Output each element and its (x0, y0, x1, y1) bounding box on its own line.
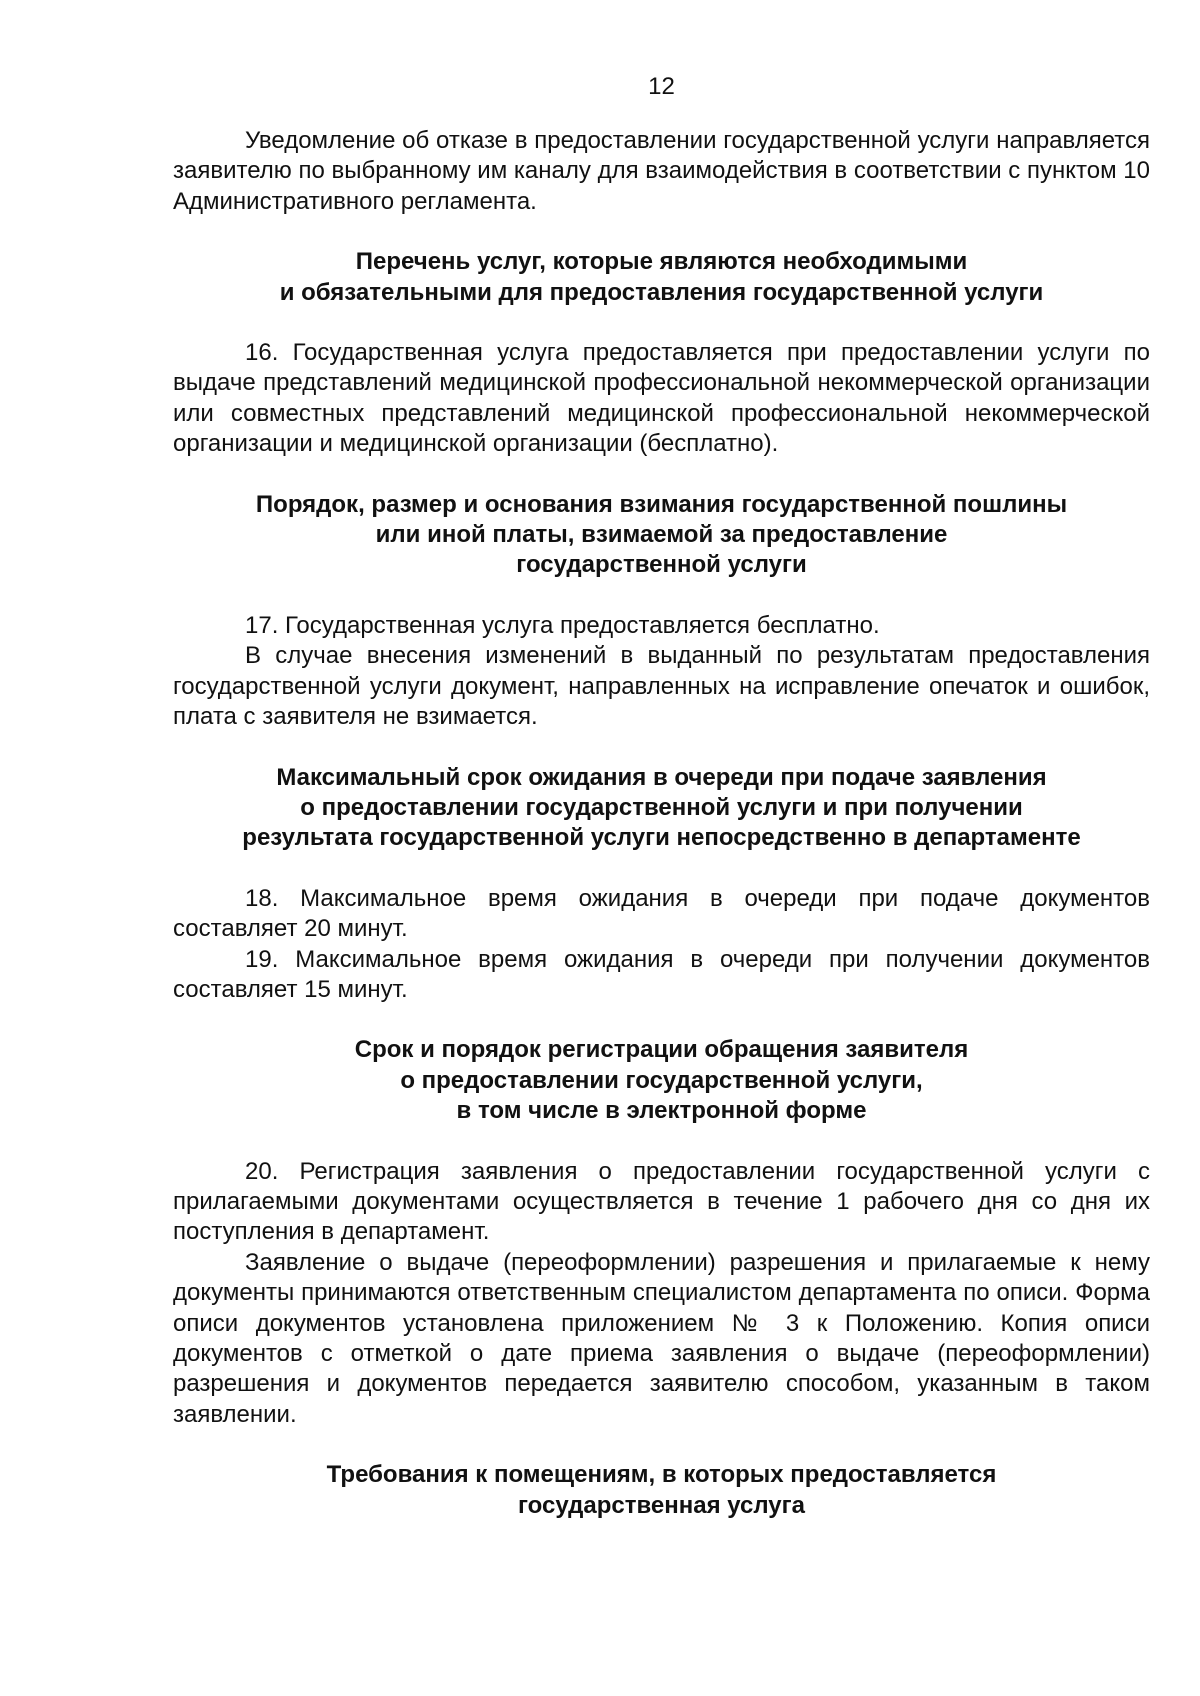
heading-line: или иной платы, взимаемой за предоставление (375, 521, 948, 549)
heading-line: Максимальный срок ожидания в очереди при подаче заявления (276, 763, 1047, 791)
heading-registration (173, 1035, 1150, 1126)
paragraph-16: 16. Государственная услуга предоставляется при предоставлении услуги по выдаче представлений медицинской профессиональной некоммерческой организации или совместных представлений медицинской профессиональной некоммерческой организации и медицинской организации (бесплатно). (173, 339, 1150, 458)
paragraph-19: 19. Максимальное время ожидания в очереди при получении документов составляет 15 минут. (173, 945, 1150, 1003)
paragraph-20: 20. Регистрация заявления о предоставлении государственной услуги с прилагаемыми документами осуществляется в течение 1 рабочего дня со дня их поступления в департамент. (173, 1157, 1150, 1246)
heading-premises-requirements (173, 1460, 1150, 1521)
page-number: 12 (648, 73, 675, 100)
heading-line: о предоставлении государственной услуги, (400, 1066, 923, 1094)
heading-line: Срок и порядок регистрации обращения заявителя (354, 1036, 969, 1064)
heading-line: Требования к помещениям, в которых предоставляется (326, 1461, 997, 1489)
document-body (173, 126, 1150, 1521)
paragraph-inventory: Заявление о выдаче (переоформлении) разрешения и прилагаемые к нему документы принимаются ответственным специалистом департамента по описи. Форма описи документов установлена приложением № 3 к Положению. Копия описи документов с отметкой о дате приема заявления о выдаче (переоформлении) разрешения и документов передается заявителю способом, указанным в таком заявлении. (173, 1248, 1150, 1428)
heading-line: результата государственной услуги непосредственно в департаменте (242, 824, 1081, 852)
heading-line: государственной услуги (516, 551, 807, 579)
paragraph-refusal-notice: Уведомление об отказе в предоставлении государственной услуги направляется заявителю по выбранному им каналу для взаимодействия в соответствии с пунктом 10 Административного регламента. (173, 127, 1150, 215)
heading-line: государственная услуга (518, 1491, 805, 1519)
heading-line: Перечень услуг, которые являются необходимыми (355, 248, 968, 276)
paragraph-17: 17. Государственная услуга предоставляется бесплатно. (245, 611, 880, 639)
heading-line: и обязательными для предоставления государственной услуги (279, 278, 1044, 306)
heading-line: Порядок, размер и основания взимания государственной пошлины (255, 490, 1068, 518)
paragraph-18: 18. Максимальное время ожидания в очереди при подаче документов составляет 20 минут. (173, 884, 1150, 943)
heading-line: в том числе в электронной форме (456, 1097, 867, 1125)
heading-line: о предоставлении государственной услуги и при получении (300, 793, 1023, 821)
heading-required-services (173, 247, 1150, 308)
paragraph-corrections-free: В случае внесения изменений в выданный по результатам предоставления государственной услуги документ, направленных на исправление опечаток и ошибок, плата с заявителя не взимается. (173, 642, 1150, 731)
heading-queue-time (173, 763, 1150, 854)
heading-fees (173, 490, 1150, 581)
